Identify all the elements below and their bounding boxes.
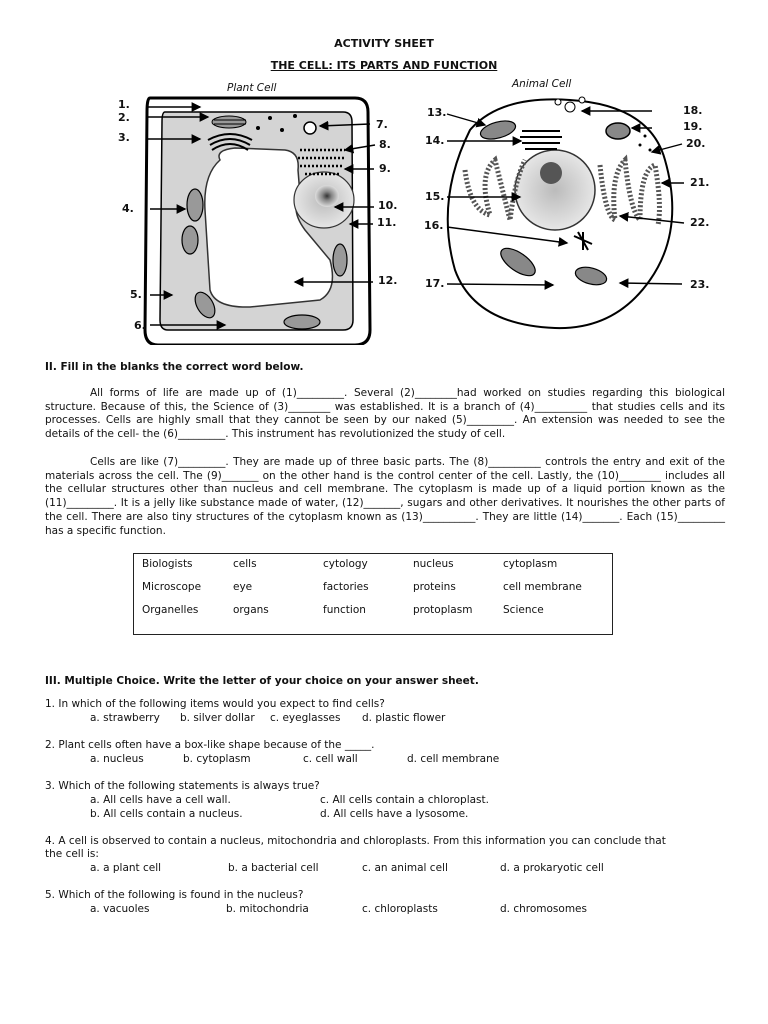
plant-label: 10. <box>378 199 398 212</box>
plant-label: 9. <box>379 162 391 175</box>
word-bank-item: factories <box>323 581 369 593</box>
animal-label: 14. <box>425 134 445 147</box>
animal-cell-caption: Animal Cell <box>512 78 572 90</box>
option: b. silver dollar <box>180 712 255 724</box>
option: a. nucleus <box>90 753 144 765</box>
word-bank-item: cell membrane <box>503 581 582 593</box>
question-2: 2. Plant cells often have a box-like shape because of the _____. <box>45 739 375 751</box>
page-title: ACTIVITY SHEET <box>334 37 434 50</box>
plant-label: 6. <box>134 319 146 332</box>
section-3-heading: III. Multiple Choice. Write the letter of your choice on your answer sheet. <box>45 675 479 687</box>
plant-label: 8. <box>379 138 391 151</box>
animal-label: 23. <box>690 278 710 291</box>
option: b. a bacterial cell <box>228 862 319 874</box>
option: c. All cells contain a chloroplast. <box>320 794 489 806</box>
word-bank-item: Microscope <box>142 581 202 593</box>
option: c. an animal cell <box>362 862 448 874</box>
animal-label: 16. <box>424 219 444 232</box>
option: c. eyeglasses <box>270 712 341 724</box>
plant-label: 1. <box>118 98 130 111</box>
page-subtitle: THE CELL: ITS PARTS AND FUNCTION <box>270 59 498 72</box>
animal-label: 18. <box>683 104 703 117</box>
question-4-cont: the cell is: <box>45 848 99 860</box>
word-bank-item: Science <box>503 604 544 616</box>
word-bank-item: Biologists <box>142 558 193 570</box>
plant-label: 5. <box>130 288 142 301</box>
option: a. vacuoles <box>90 903 150 915</box>
option: d. a prokaryotic cell <box>500 862 604 874</box>
word-bank-item: cytoplasm <box>503 558 558 570</box>
word-bank-item: nucleus <box>413 558 454 570</box>
option: b. cytoplasm <box>183 753 251 765</box>
option: c. cell wall <box>303 753 358 765</box>
word-bank-item: eye <box>233 581 253 593</box>
animal-label: 22. <box>690 216 710 229</box>
option: d. plastic flower <box>362 712 446 724</box>
plant-label: 3. <box>118 131 130 144</box>
question-3: 3. Which of the following statements is always true? <box>45 780 320 792</box>
animal-label: 13. <box>427 106 447 119</box>
option: a. All cells have a cell wall. <box>90 794 231 806</box>
option: b. All cells contain a nucleus. <box>90 808 243 820</box>
option: d. cell membrane <box>407 753 500 765</box>
word-bank-item: protoplasm <box>413 604 473 616</box>
option: a. strawberry <box>90 712 160 724</box>
animal-label: 17. <box>425 277 445 290</box>
word-bank-item: function <box>323 604 366 616</box>
option: d. All cells have a lysosome. <box>320 808 469 820</box>
plant-label: 12. <box>378 274 398 287</box>
animal-label: 21. <box>690 176 710 189</box>
paragraph-1-text: All forms of life are made up of (1)_________. Several (2)________had worked on studies regarding this biological structure. Because of this, the Science of (3)________ was established. It is a branch of (4)__________ that studies cells and its processes. Cells are highly small that they cannot be seen by our naked (5)_________. An extension was needed to see the details of the cell- the (6)_________. This instrument has revolutionized the study of cell. <box>45 387 725 441</box>
plant-cell-caption: Plant Cell <box>227 82 277 94</box>
word-bank-item: proteins <box>413 581 456 593</box>
paragraph-2-text: Cells are like (7)_________. They are made up of three basic parts. The (8)__________ controls the entry and exit of the materials across the cell. The (9)_______ on the other hand is the control center of the cell. Lastly, the (10)________ includes all the cellular structures other than nucleus and cell membrane. The cytoplasm is made up of a liquid portion known as the (11)_________. It is a jelly like substance made of water, (12)_______, sugars and other derivatives. It nourishes the other parts of the cell. There are also tiny structures of the cytoplasm known as (13)__________. They are little (14)_______. Each (15)_________ has a specific function. <box>45 456 725 537</box>
question-1: 1. In which of the following items would you expect to find cells? <box>45 698 385 710</box>
plant-label: 4. <box>122 202 134 215</box>
plant-label: 2. <box>118 111 130 124</box>
plant-label: 11. <box>377 216 397 229</box>
animal-cell-drawing <box>448 97 673 328</box>
question-4: 4. A cell is observed to contain a nucleus, mitochondria and chloroplasts. From this information you can conclude that <box>45 835 666 847</box>
animal-label: 20. <box>686 137 706 150</box>
animal-label: 15. <box>425 190 445 203</box>
option: d. chromosomes <box>500 903 587 915</box>
option: a. a plant cell <box>90 862 162 874</box>
word-bank-item: Organelles <box>142 604 199 616</box>
word-bank-item: cytology <box>323 558 368 570</box>
word-bank-item: cells <box>233 558 257 570</box>
paragraph-2 <box>45 456 725 538</box>
question-5: 5. Which of the following is found in the nucleus? <box>45 889 304 901</box>
option: c. chloroplasts <box>362 903 438 915</box>
animal-label: 19. <box>683 120 703 133</box>
plant-cell-drawing <box>145 98 370 345</box>
word-bank-item: organs <box>233 604 269 616</box>
section-2-heading: II. Fill in the blanks the correct word below. <box>45 361 304 373</box>
option: b. mitochondria <box>226 903 309 915</box>
plant-label: 7. <box>376 118 388 131</box>
paragraph-1 <box>45 387 725 442</box>
